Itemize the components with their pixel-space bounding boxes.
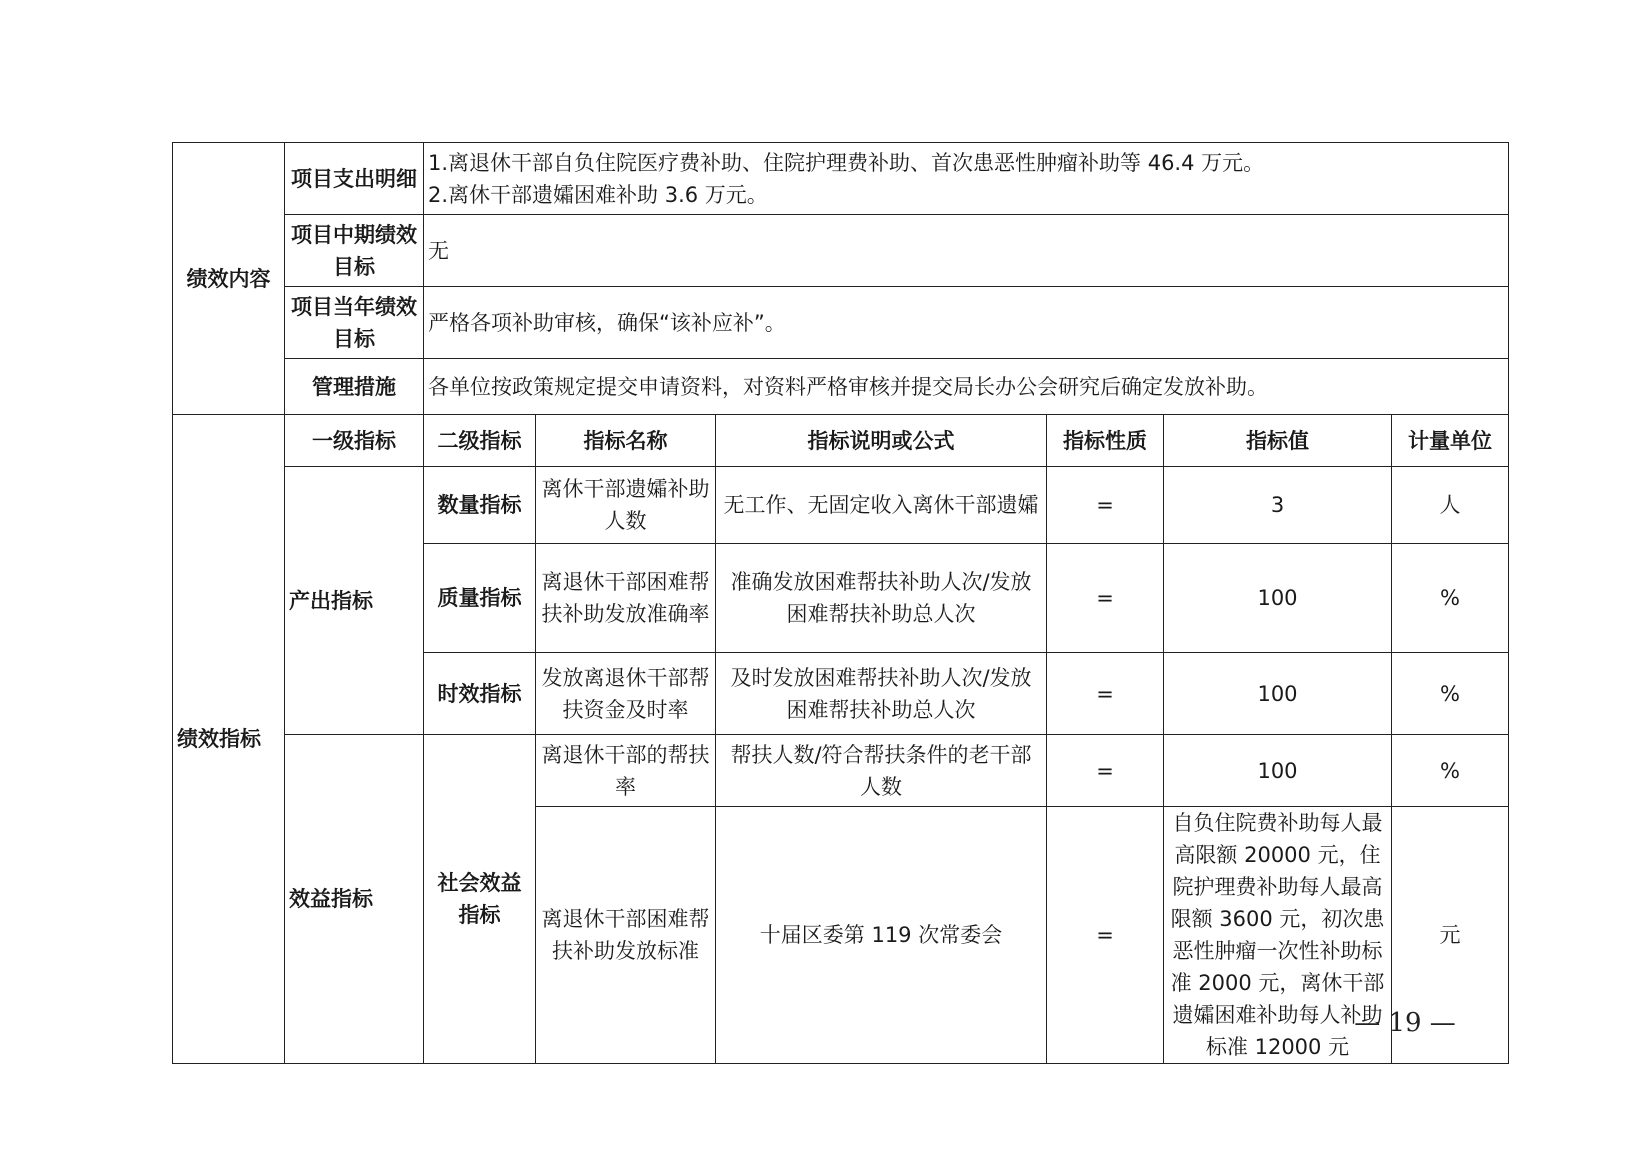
row-expense-detail <box>173 143 1509 215</box>
header-formula: 指标说明或公式 <box>716 415 1047 467</box>
indicator-unit: % <box>1392 653 1509 735</box>
expense-line-2: 2.离休干部遗孀困难补助 3.6 万元。 <box>428 182 768 207</box>
row-management <box>173 359 1509 415</box>
indicator-unit: % <box>1392 544 1509 653</box>
row-midterm-goal <box>173 215 1509 287</box>
section-label-content: 绩效内容 <box>173 143 285 415</box>
indicator-nature: = <box>1047 807 1164 1064</box>
label-management: 管理措施 <box>285 359 424 415</box>
level1-benefit: 效益指标 <box>285 735 424 1064</box>
label-midterm-goal: 项目中期绩效目标 <box>285 215 424 287</box>
page-number: — 19 — <box>1354 1008 1456 1038</box>
indicator-name: 离休干部遗孀补助人数 <box>536 467 716 544</box>
expense-line-1: 1.离退休干部自负住院医疗费补助、住院护理费补助、首次患恶性肿瘤补助等 46.4 万元。 <box>428 150 1265 175</box>
level2-timeliness: 时效指标 <box>424 653 536 735</box>
header-name: 指标名称 <box>536 415 716 467</box>
indicator-value: 自负住院费补助每人最高限额 20000 元，住院护理费补助每人最高限额 3600 元，初次患恶性肿瘤一次性补助标准 2000 元，离休干部遗孀困难补助每人补助标准 12000 元 <box>1164 807 1392 1064</box>
indicator-nature: = <box>1047 467 1164 544</box>
indicator-header-row <box>173 415 1509 467</box>
indicator-formula: 及时发放困难帮扶补助人次/发放困难帮扶补助总人次 <box>716 653 1047 735</box>
header-level1: 一级指标 <box>285 415 424 467</box>
indicator-value: 100 <box>1164 735 1392 807</box>
level2-quality: 质量指标 <box>424 544 536 653</box>
level2-social-benefit: 社会效益指标 <box>424 735 536 1064</box>
level2-quantity: 数量指标 <box>424 467 536 544</box>
indicator-formula: 十届区委第 119 次常委会 <box>716 807 1047 1064</box>
label-expense-detail: 项目支出明细 <box>285 143 424 215</box>
indicator-unit: 元 <box>1392 807 1509 1064</box>
value-expense-detail <box>424 143 1509 215</box>
table-row <box>173 735 1509 807</box>
section-label-indicators: 绩效指标 <box>173 415 285 1064</box>
indicator-formula: 准确发放困难帮扶补助人次/发放困难帮扶补助总人次 <box>716 544 1047 653</box>
indicator-name: 发放离退休干部帮扶资金及时率 <box>536 653 716 735</box>
header-level2: 二级指标 <box>424 415 536 467</box>
label-annual-goal: 项目当年绩效目标 <box>285 287 424 359</box>
header-nature: 指标性质 <box>1047 415 1164 467</box>
value-midterm-goal: 无 <box>424 215 1509 287</box>
table-row <box>173 467 1509 544</box>
indicator-name: 离退休干部的帮扶率 <box>536 735 716 807</box>
indicator-nature: = <box>1047 735 1164 807</box>
indicator-nature: = <box>1047 544 1164 653</box>
indicator-value: 100 <box>1164 544 1392 653</box>
indicator-formula: 帮扶人数/符合帮扶条件的老干部人数 <box>716 735 1047 807</box>
indicator-unit: % <box>1392 735 1509 807</box>
header-unit: 计量单位 <box>1392 415 1509 467</box>
indicator-unit: 人 <box>1392 467 1509 544</box>
indicator-name: 离退休干部困难帮扶补助发放标准 <box>536 807 716 1064</box>
performance-table <box>172 142 1509 1064</box>
indicator-formula: 无工作、无固定收入离休干部遗孀 <box>716 467 1047 544</box>
row-annual-goal <box>173 287 1509 359</box>
header-value: 指标值 <box>1164 415 1392 467</box>
indicator-name: 离退休干部困难帮扶补助发放准确率 <box>536 544 716 653</box>
indicator-nature: = <box>1047 653 1164 735</box>
indicator-value: 100 <box>1164 653 1392 735</box>
indicator-value: 3 <box>1164 467 1392 544</box>
level1-output: 产出指标 <box>285 467 424 735</box>
value-management: 各单位按政策规定提交申请资料，对资料严格审核并提交局长办公会研究后确定发放补助。 <box>424 359 1509 415</box>
value-annual-goal: 严格各项补助审核，确保“该补应补”。 <box>424 287 1509 359</box>
